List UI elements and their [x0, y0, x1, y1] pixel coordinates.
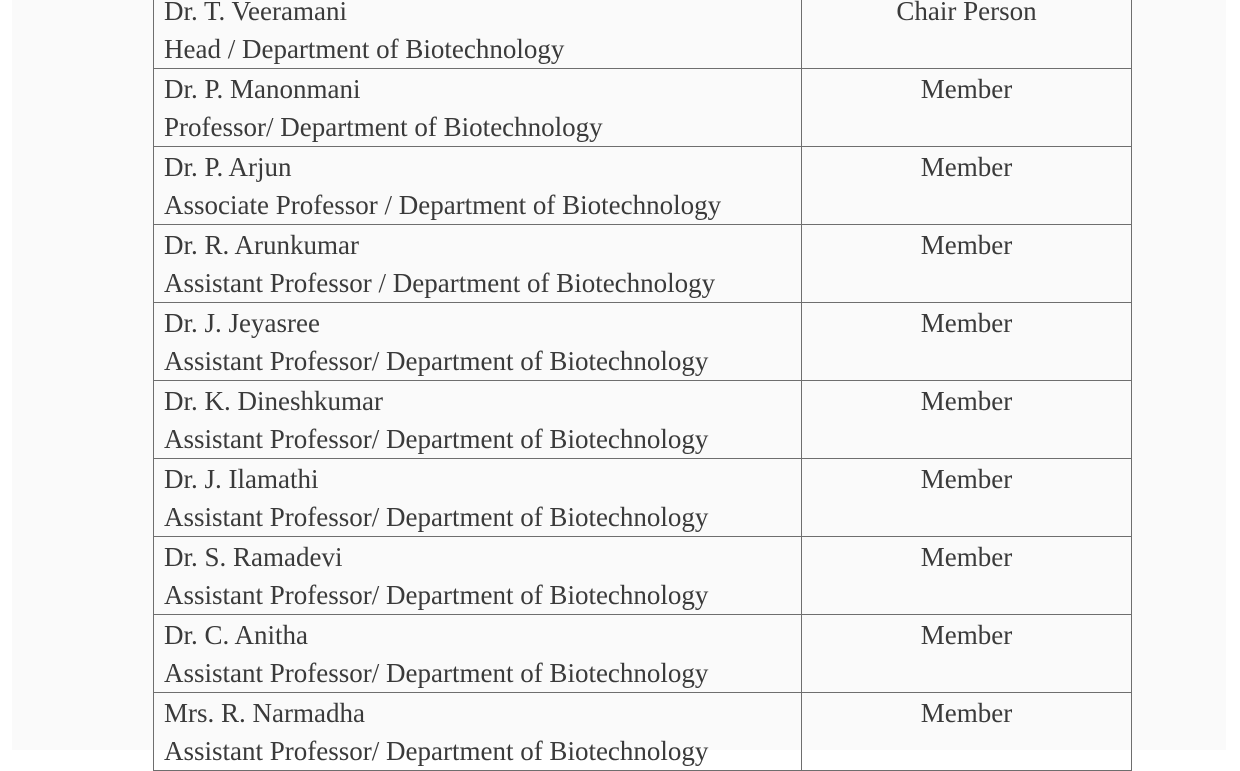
role-cell	[802, 381, 1132, 459]
member-role: Member	[920, 74, 1013, 104]
member-cell	[154, 0, 802, 69]
table-row	[154, 459, 1132, 537]
member-name: Mrs. R. Narmadha	[164, 698, 365, 728]
member-role: Member	[920, 464, 1013, 494]
member-cell	[154, 459, 802, 537]
member-name: Dr. S. Ramadevi	[164, 542, 343, 572]
member-cell	[154, 537, 802, 615]
member-designation: Assistant Professor/ Department of Biotechnology	[164, 658, 709, 688]
member-designation: Assistant Professor/ Department of Biotechnology	[164, 580, 709, 610]
table-row	[154, 693, 1132, 771]
member-designation: Associate Professor / Department of Biotechnology	[164, 190, 722, 220]
member-role: Member	[920, 230, 1013, 260]
member-name: Dr. J. Jeyasree	[164, 308, 320, 338]
member-name: Dr. J. Ilamathi	[164, 464, 319, 494]
role-cell	[802, 537, 1132, 615]
member-role: Chair Person	[896, 0, 1037, 26]
member-designation: Assistant Professor/ Department of Biotechnology	[164, 736, 709, 766]
member-name: Dr. P. Arjun	[164, 152, 292, 182]
table-row	[154, 537, 1132, 615]
committee-table	[153, 0, 1132, 771]
member-cell	[154, 615, 802, 693]
member-name: Dr. C. Anitha	[164, 620, 309, 650]
role-cell	[802, 147, 1132, 225]
member-designation: Assistant Professor/ Department of Biotechnology	[164, 346, 709, 376]
member-name: Dr. R. Arunkumar	[164, 230, 359, 260]
table-row	[154, 0, 1132, 69]
member-role: Member	[920, 542, 1013, 572]
table-row	[154, 69, 1132, 147]
role-cell	[802, 225, 1132, 303]
member-cell	[154, 147, 802, 225]
member-cell	[154, 381, 802, 459]
member-designation: Assistant Professor/ Department of Biotechnology	[164, 424, 709, 454]
table-row	[154, 225, 1132, 303]
member-name: Dr. P. Manonmani	[164, 74, 361, 104]
member-name: Dr. K. Dineshkumar	[164, 386, 383, 416]
member-designation: Assistant Professor/ Department of Biotechnology	[164, 502, 709, 532]
table-row	[154, 615, 1132, 693]
member-role: Member	[920, 386, 1013, 416]
member-role: Member	[920, 620, 1013, 650]
member-name: Dr. T. Veeramani	[164, 0, 347, 26]
role-cell	[802, 0, 1132, 69]
role-cell	[802, 615, 1132, 693]
table-row	[154, 303, 1132, 381]
table-row	[154, 147, 1132, 225]
member-role: Member	[920, 152, 1013, 182]
member-role: Member	[920, 308, 1013, 338]
member-designation: Head / Department of Biotechnology	[164, 34, 565, 64]
role-cell	[802, 303, 1132, 381]
role-cell	[802, 693, 1132, 771]
document-page	[12, 0, 1226, 766]
table-row	[154, 381, 1132, 459]
member-role: Member	[920, 698, 1013, 728]
member-designation: Assistant Professor / Department of Biotechnology	[164, 268, 716, 298]
member-cell	[154, 69, 802, 147]
member-cell	[154, 693, 802, 771]
member-cell	[154, 303, 802, 381]
member-cell	[154, 225, 802, 303]
member-designation: Professor/ Department of Biotechnology	[164, 112, 603, 142]
role-cell	[802, 459, 1132, 537]
role-cell	[802, 69, 1132, 147]
